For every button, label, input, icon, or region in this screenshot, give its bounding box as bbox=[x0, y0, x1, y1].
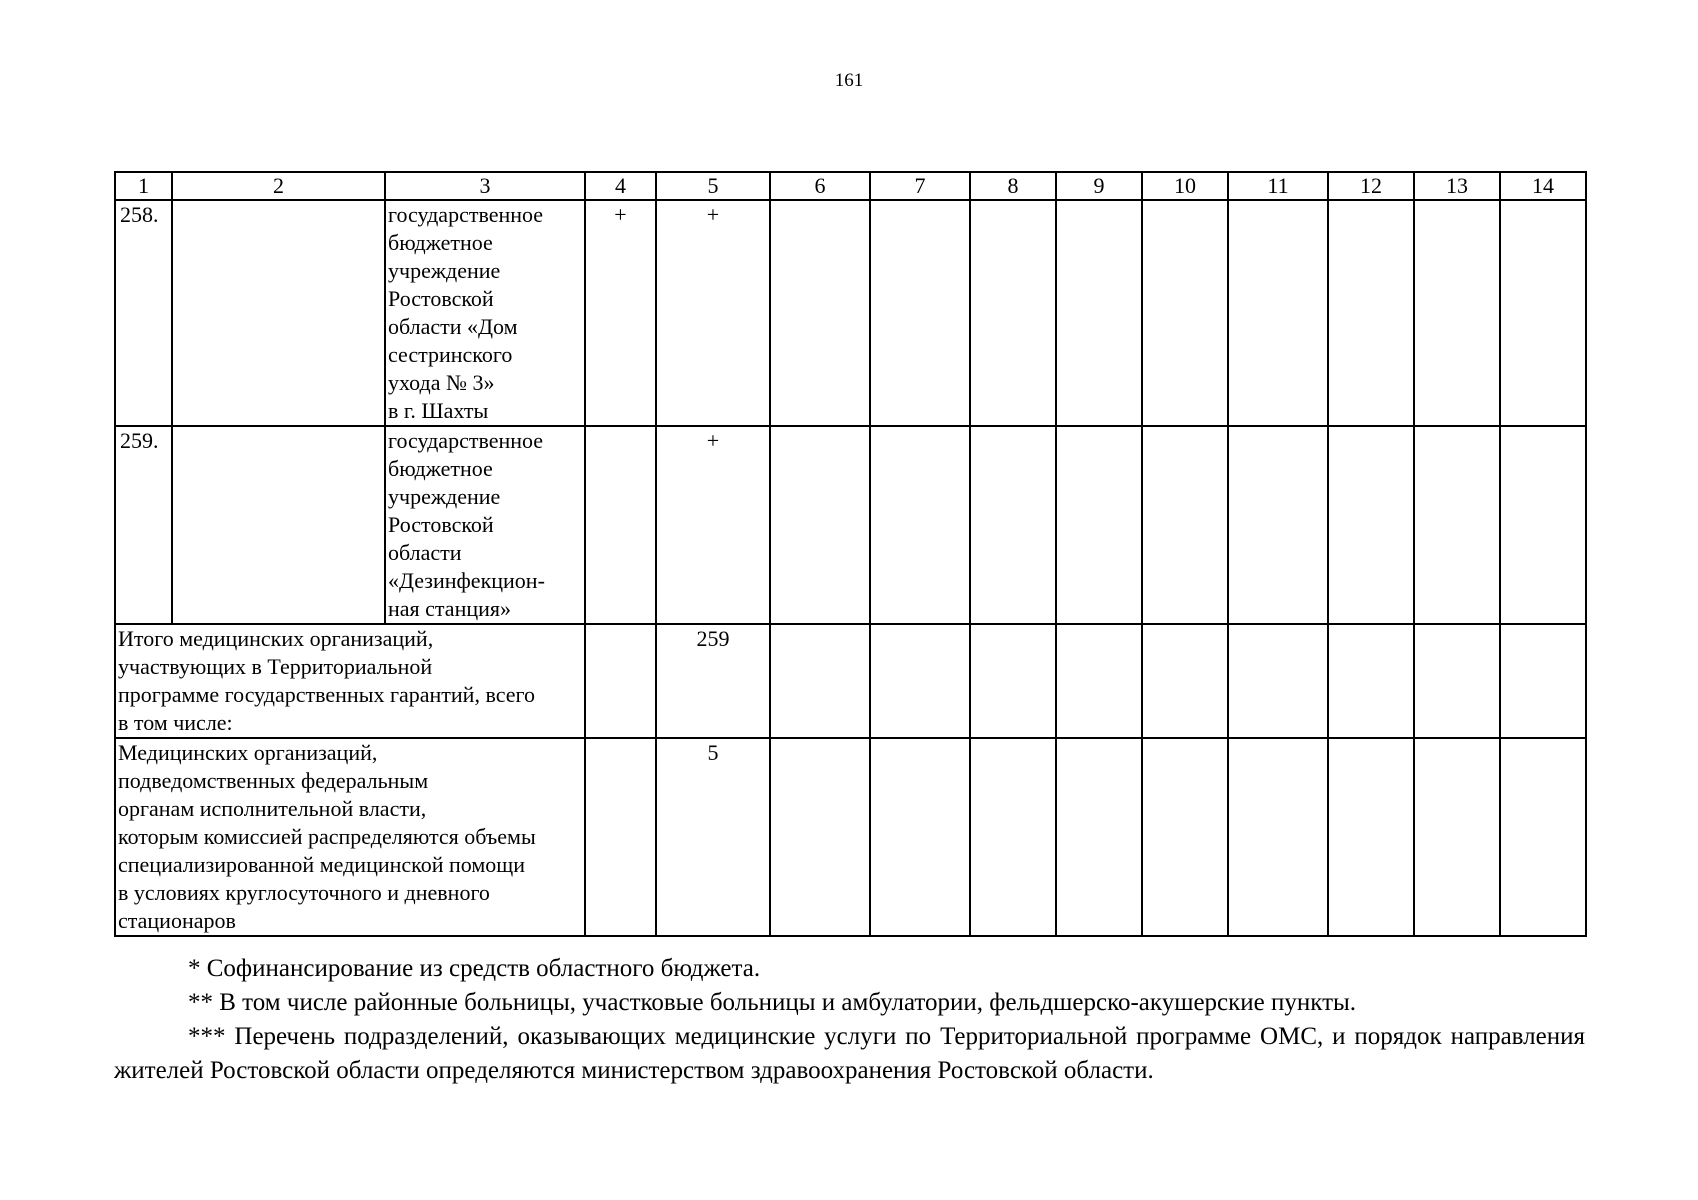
row-cell bbox=[970, 738, 1056, 936]
row-cell bbox=[770, 624, 870, 738]
row-cell bbox=[1228, 738, 1328, 936]
footnote-3: *** Перечень подразделений, оказывающих медицинские услуги по Территориальной программе ОМС, и порядок направления жителей Ростовской области определяются министерством здравоохранения Ростовской области. bbox=[114, 1023, 1585, 1084]
column-header: 2 bbox=[172, 172, 385, 200]
row-cell bbox=[770, 200, 870, 426]
table-header-row bbox=[115, 172, 1586, 200]
row-cell bbox=[1328, 738, 1414, 936]
column-header: 4 bbox=[585, 172, 656, 200]
row-cell bbox=[1056, 426, 1142, 624]
row-cell bbox=[585, 426, 656, 624]
row-cell bbox=[172, 426, 385, 624]
row-cell bbox=[1142, 738, 1228, 936]
row-number: 259. bbox=[115, 426, 172, 624]
row-cell bbox=[1228, 624, 1328, 738]
column-header: 6 bbox=[770, 172, 870, 200]
row-cell bbox=[870, 426, 970, 624]
column-header: 13 bbox=[1414, 172, 1500, 200]
organizations-table bbox=[114, 171, 1587, 937]
row-cell bbox=[970, 200, 1056, 426]
footnote-1: * Софинансирование из средств областного бюджета. bbox=[188, 955, 761, 982]
row-cell: + bbox=[656, 426, 770, 624]
row-cell bbox=[1414, 738, 1500, 936]
row-cell bbox=[1142, 426, 1228, 624]
column-header: 11 bbox=[1228, 172, 1328, 200]
row-cell bbox=[585, 738, 656, 936]
row-cell bbox=[970, 624, 1056, 738]
column-header: 5 bbox=[656, 172, 770, 200]
row-cell bbox=[1500, 200, 1586, 426]
row-cell bbox=[870, 738, 970, 936]
organization-name: государственное бюджетное учреждение Ростовской области «Дезинфекцион- ная станция» bbox=[385, 426, 585, 624]
footnotes bbox=[114, 952, 1585, 1088]
federal-label: Медицинских организаций, подведомственных федеральным органам исполнительной власти, которым комиссией распределяются объемы специализированной медицинской помощи в условиях круглосуточного и дневного стационаров bbox=[115, 738, 585, 936]
total-label: Итого медицинских организаций, участвующих в Территориальной программе государственных гарантий, всего в том числе: bbox=[115, 624, 585, 738]
row-number: 258. bbox=[115, 200, 172, 426]
column-header: 8 bbox=[970, 172, 1056, 200]
row-cell bbox=[970, 426, 1056, 624]
row-cell bbox=[1056, 200, 1142, 426]
table-row bbox=[115, 426, 1586, 624]
total-value: 259 bbox=[656, 624, 770, 738]
row-cell bbox=[1142, 200, 1228, 426]
column-header: 1 bbox=[115, 172, 172, 200]
row-cell bbox=[1328, 426, 1414, 624]
page-number: 161 bbox=[834, 70, 864, 91]
row-cell bbox=[1142, 624, 1228, 738]
row-cell bbox=[585, 624, 656, 738]
total-row bbox=[115, 624, 1586, 738]
row-cell bbox=[172, 200, 385, 426]
row-cell: + bbox=[656, 200, 770, 426]
row-cell bbox=[1328, 200, 1414, 426]
row-cell bbox=[870, 624, 970, 738]
row-cell bbox=[1414, 200, 1500, 426]
row-cell bbox=[1228, 426, 1328, 624]
column-header: 7 bbox=[870, 172, 970, 200]
row-cell bbox=[1500, 738, 1586, 936]
column-header: 9 bbox=[1056, 172, 1142, 200]
organization-name: государственное бюджетное учреждение Ростовской области «Дом сестринского ухода № 3» в г. Шахты bbox=[385, 200, 585, 426]
row-cell bbox=[1056, 624, 1142, 738]
row-cell bbox=[1500, 426, 1586, 624]
federal-row bbox=[115, 738, 1586, 936]
column-header: 10 bbox=[1142, 172, 1228, 200]
row-cell bbox=[1228, 200, 1328, 426]
row-cell bbox=[770, 738, 870, 936]
column-header: 3 bbox=[385, 172, 585, 200]
column-header: 12 bbox=[1328, 172, 1414, 200]
row-cell bbox=[1500, 624, 1586, 738]
row-cell bbox=[1056, 738, 1142, 936]
row-cell: + bbox=[585, 200, 656, 426]
row-cell bbox=[1414, 624, 1500, 738]
row-cell bbox=[1414, 426, 1500, 624]
row-cell bbox=[770, 426, 870, 624]
column-header: 14 bbox=[1500, 172, 1586, 200]
row-cell bbox=[870, 200, 970, 426]
federal-value: 5 bbox=[656, 738, 770, 936]
table-row bbox=[115, 200, 1586, 426]
row-cell bbox=[1328, 624, 1414, 738]
footnote-2: ** В том числе районные больницы, участковые больницы и амбулатории, фельдшерско-акушерские пункты. bbox=[188, 989, 1357, 1016]
